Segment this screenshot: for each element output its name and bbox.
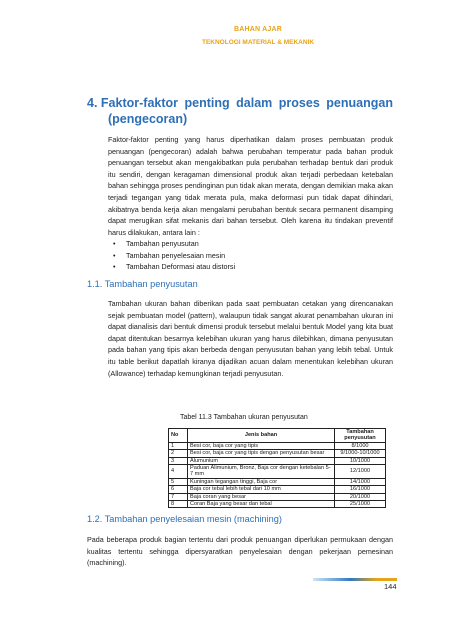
shrinkage-value: 8/1000 (335, 442, 386, 449)
table-row (169, 493, 386, 500)
section-heading-word: penuangan (326, 96, 393, 110)
table-header-row (169, 429, 386, 443)
bullet-list (113, 238, 235, 273)
table-row (169, 465, 386, 479)
material-name: Paduan Alimunium, Bronz, Baja cor dengan ketebalan 5-7 mm (188, 465, 335, 479)
subsection-heading-shrinkage: 1.1. Tambahan penyusutan (87, 279, 198, 289)
intro-paragraph: Faktor-faktor penting yang harus diperhatikan dalam proses pembuatan produk penuangan (pengecoran) adalah bahwa perubahan temperatur pada bahan produk penuangan tersebut akan mengakibatkan pula perubahan terhadap bentuk dari produk itu sendiri, dengan keragaman dimensional produk akan terjadi perbedaan ketebalan bahan sehingga proses pendinginan pun tidak akan merata, dengan demikian maka akan terjadi tegangan yang tidak merata pula, maka deformasi pun tidak dapat dihindari, akibatnya benda kerja akan mengalami perubahan bentuk secara permanent disamping dapat merugikan sifat mekanis dari bahan tersebut. Oleh karena itu tindakan preventif harus dilakukan, antara lain : (108, 135, 393, 237)
row-number: 7 (169, 493, 188, 500)
table-row (169, 450, 386, 457)
shrinkage-value: 20/1000 (335, 493, 386, 500)
shrinkage-value: 10/1000 (335, 457, 386, 464)
table-caption: Tabel 11.3 Tambahan ukuran penyusutan (180, 414, 308, 421)
machining-paragraph: Pada beberapa produk bagian tertentu dari produk penuangan diperlukan permukaan dengan kualitas tertentu sehingga dipersyaratkan penyelesaian dengan pekerjaan pemesinan (machining). (87, 535, 393, 568)
section-heading-line2: (pengecoran) (108, 112, 188, 126)
section-heading-word: penting (184, 96, 230, 110)
section-heading-line1 (87, 95, 393, 111)
list-item: • Tambahan penyelesaian mesin (113, 250, 226, 260)
list-item: • Tambahan Deformasi atau distorsi (113, 262, 236, 272)
section-heading-word: dalam (236, 96, 273, 110)
page-header (0, 26, 452, 46)
column-header: Jenis bahan (188, 429, 335, 443)
section-heading (87, 95, 393, 127)
material-name: Coran Baja yang besar dan tebal (188, 501, 335, 508)
material-name: Besi cor, baja cor yang tipis (188, 442, 335, 449)
row-number: 1 (169, 442, 188, 449)
row-number: 8 (169, 501, 188, 508)
shrinkage-value: 9/1000-10/1000 (335, 450, 386, 457)
row-number: 5 (169, 478, 188, 485)
row-number: 6 (169, 486, 188, 493)
row-number: 3 (169, 457, 188, 464)
header-subtitle: TEKNOLOGI MATERIAL & MEKANIK (201, 39, 315, 46)
subsection-heading-machining: 1.2. Tambahan penyelesaian mesin (machining) (87, 514, 282, 524)
row-number: 4 (169, 465, 188, 479)
bullet-icon: • (113, 250, 116, 260)
bullet-icon: • (113, 239, 116, 248)
row-number: 2 (169, 450, 188, 457)
material-name: Baja cor tebal lebih tebal dari 10 mm (188, 486, 335, 493)
material-name: Alumunium (188, 457, 335, 464)
table-row (169, 486, 386, 493)
page-number: 144 (384, 582, 397, 591)
material-name: Besi cor, baja cor yang tipis dengan penyusutan besar (188, 450, 335, 457)
column-header: No (169, 429, 188, 443)
material-name: Kuningan tegangan tinggi, Baja cor (188, 478, 335, 485)
table-row (169, 501, 386, 508)
shrinkage-value: 16/1000 (335, 486, 386, 493)
shrinkage-table (168, 428, 386, 508)
header-title: BAHAN AJAR (233, 26, 283, 33)
shrinkage-paragraph: Tambahan ukuran bahan diberikan pada saat pembuatan cetakan yang direncanakan sejak pembuatan model (pattern), walaupun tidak sangat akurat penambahan ukuran ini dapat dianalisis dari bentuk dimensi produk tersebut melalui bentuk Model yang kita buat dapat ditentukan besarnya kelebihan ukuran yang harus dilebihkan, dimana penyusutan pada bahan yang tipis akan berbeda dengan penyusutan bahan yang lebih tebal. Untuk itu table berikut dapatlah kiranya dijadikan acuan dalam menentukan kelebihan ukuran (Allowance) terhadap kemungkinan terjadi penyusutan. (108, 299, 393, 378)
shrinkage-value: 14/1000 (335, 478, 386, 485)
footer-accent-line (313, 578, 397, 581)
table-row (169, 442, 386, 449)
shrinkage-value: 12/1000 (335, 465, 386, 479)
table-row (169, 478, 386, 485)
column-header: Tambahan penyusutan (335, 429, 386, 443)
shrinkage-value: 25/1000 (335, 501, 386, 508)
table-row (169, 457, 386, 464)
section-heading-word: proses (278, 96, 320, 110)
bullet-icon: • (113, 262, 116, 272)
section-heading-word: 4. Faktor-faktor (87, 96, 179, 110)
list-item: • Tambahan penyusutan (113, 239, 199, 248)
material-name: Baja coran yang besar (188, 493, 335, 500)
